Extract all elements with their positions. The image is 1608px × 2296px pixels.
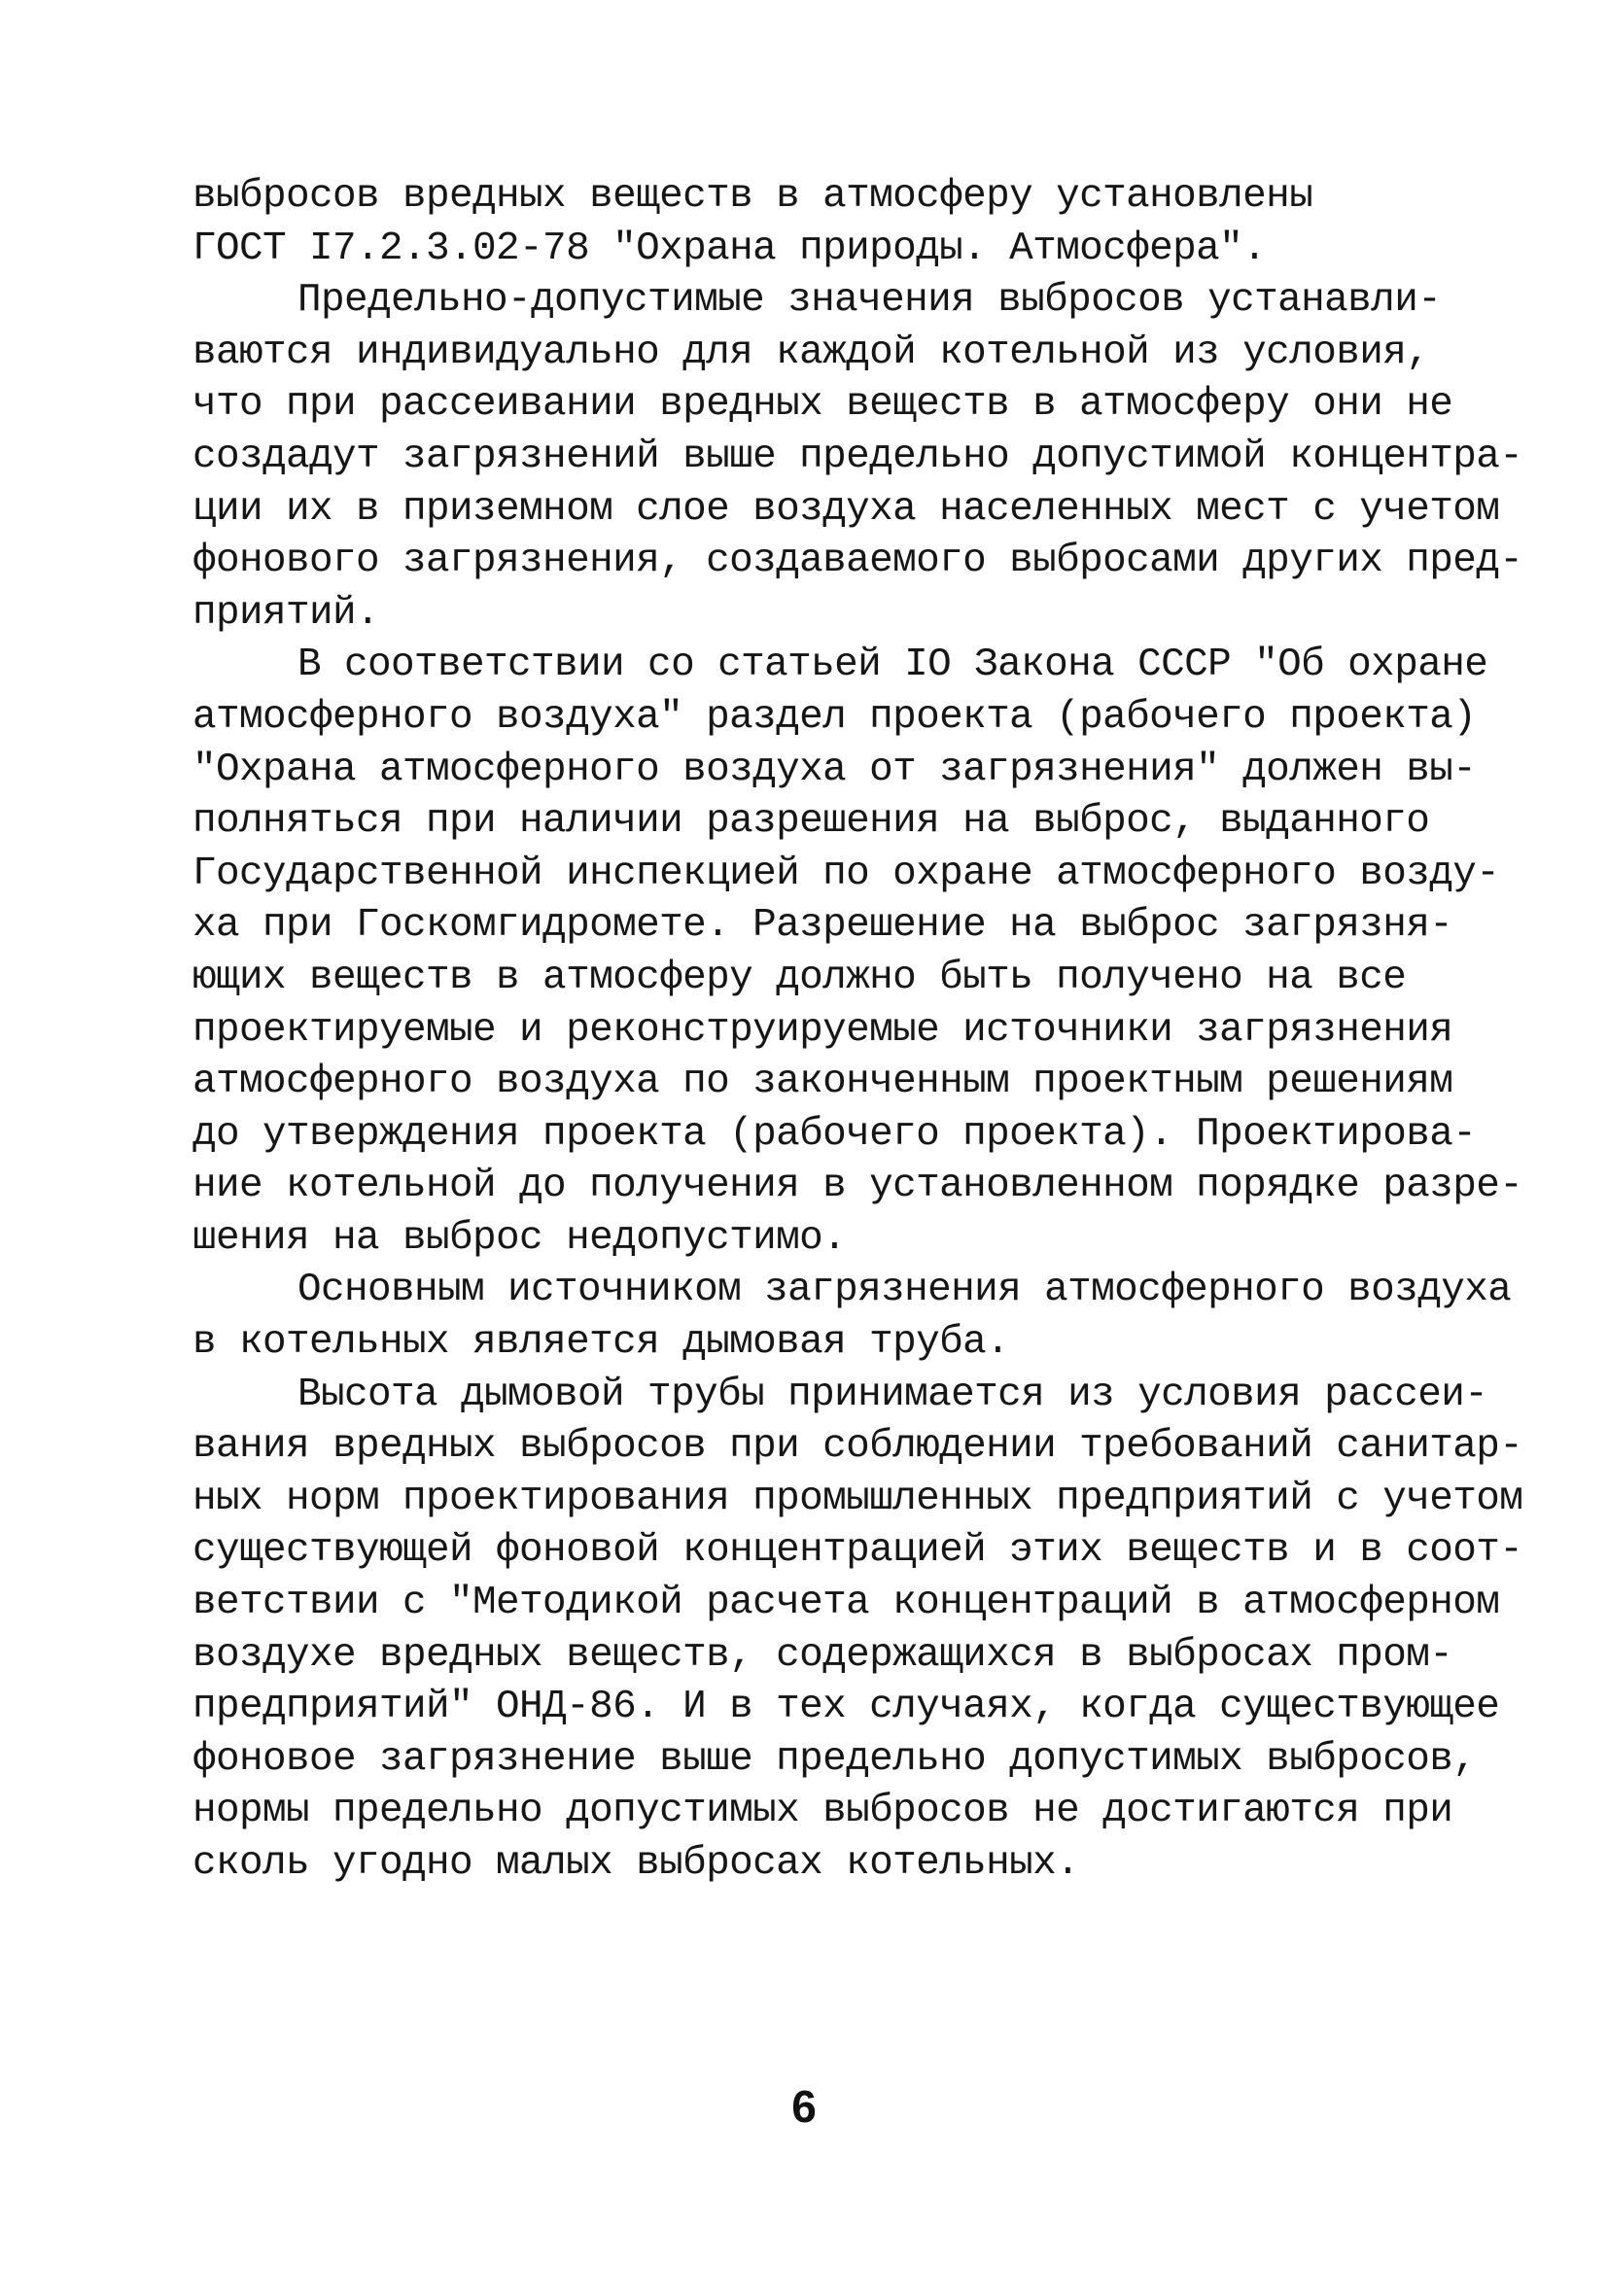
text-line: существующей фоновой концентрацией этих веществ и в соот-: [192, 1528, 1523, 1574]
text-line: сколь угодно малых выбросах котельных.: [192, 1841, 1080, 1886]
text-line: фоновое загрязнение выше предельно допустимых выбросов,: [192, 1736, 1477, 1782]
paragraph-first-line: В соответствии со статьей IO Закона СССР "Об охране: [297, 643, 1488, 688]
text-line: ваются индивидуально для каждой котельной из условия,: [192, 330, 1430, 375]
text-line: ющих веществ в атмосферу должно быть получено на все: [192, 955, 1407, 1000]
text-line: атмосферного воздуха по законченным проектным решениям: [192, 1060, 1453, 1105]
text-line: атмосферного воздуха" раздел проекта (рабочего проекта): [192, 694, 1477, 740]
page-number: 6: [791, 2081, 817, 2132]
text-line: приятий.: [192, 590, 380, 636]
body-text: [192, 171, 1523, 1891]
text-line: "Охрана атмосферного воздуха от загрязнения" должен вы-: [192, 747, 1477, 792]
text-line: ции их в приземном слое воздуха населенных мест с учетом: [192, 486, 1500, 532]
paragraph-first-line: Высота дымовой трубы принимается из условия рассеи-: [297, 1372, 1488, 1417]
text-line: создадут загрязнений выше предельно допустимой концентра-: [192, 434, 1523, 479]
text-line: воздухе вредных веществ, содержащихся в выбросах пром-: [192, 1632, 1453, 1678]
text-line: в котельных является дымовая труба.: [192, 1320, 1010, 1366]
text-line: Государственной инспекцией по охране атмосферного возду-: [192, 851, 1500, 896]
text-line: выбросов вредных веществ в атмосферу установлены: [192, 174, 1313, 219]
text-line: ГОСТ I7.2.3.02-78 "Охрана природы. Атмосфера".: [192, 226, 1267, 271]
text-line: нормы предельно допустимых выбросов не достигаются при: [192, 1789, 1453, 1834]
text-line: шения на выброс недопустимо.: [192, 1215, 847, 1261]
text-line: ха при Госкомгидромете. Разрешение на выброс загрязня-: [192, 903, 1453, 949]
text-line: ных норм проектирования промышленных предприятий с учетом: [192, 1476, 1523, 1521]
text-line: ветствии с "Методикой расчета концентраций в атмосферном: [192, 1581, 1500, 1626]
text-line: фонового загрязнения, создаваемого выбросами других пред-: [192, 539, 1523, 584]
text-line: полняться при наличии разрешения на выброс, выданного: [192, 799, 1430, 845]
text-line: что при рассеивании вредных веществ в атмосферу они не: [192, 382, 1453, 428]
text-line: до утверждения проекта (рабочего проекта). Проектирова-: [192, 1111, 1477, 1157]
text-line: проектируемые и реконструируемые источники загрязнения: [192, 1007, 1453, 1053]
paragraph-first-line: Основным источником загрязнения атмосферного воздуха: [297, 1268, 1512, 1313]
paragraph-first-line: Предельно-допустимые значения выбросов устанавли-: [297, 278, 1442, 324]
text-line: вания вредных выбросов при соблюдении требований санитар-: [192, 1424, 1523, 1470]
text-line: предприятий" ОНД-86. И в тех случаях, когда существующее: [192, 1685, 1500, 1730]
text-line: ние котельной до получения в установленном порядке разре-: [192, 1164, 1523, 1209]
